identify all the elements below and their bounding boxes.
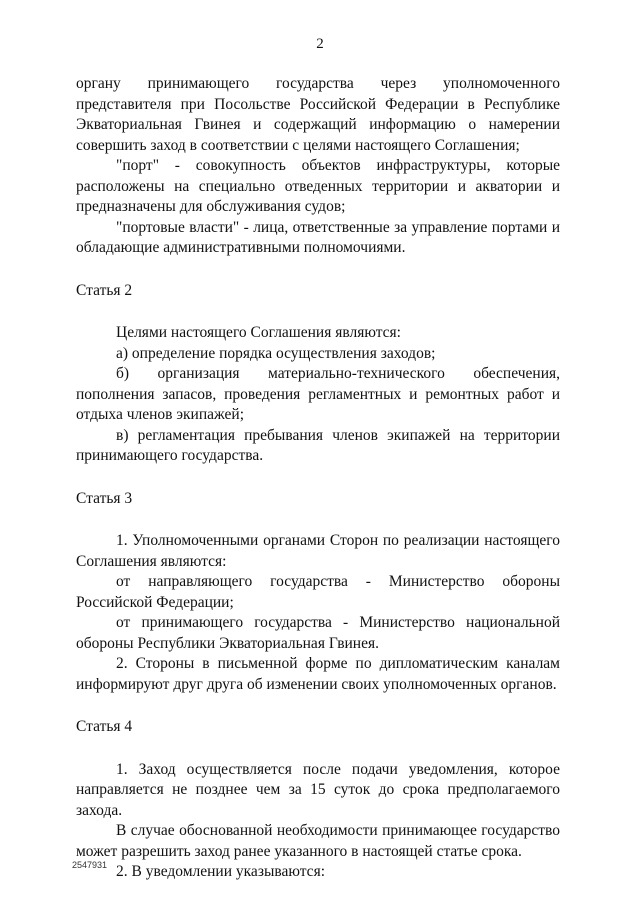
article-3-paragraph: от направляющего государства - Министерство обороны Российской Федерации; — [76, 573, 560, 611]
article-4-heading: Статья 4 — [76, 718, 133, 735]
article-2-paragraph: в) регламентация пребывания членов экипажей на территории принимающего государства. — [76, 426, 560, 464]
article-3-paragraph: 2. Стороны в письменной форме по дипломатическим каналам информируют друг друга об изменении своих уполномоченных органов. — [76, 655, 560, 693]
article-3-heading: Статья 3 — [76, 489, 133, 507]
article-2-paragraph: Целями настоящего Соглашения являются: — [116, 324, 401, 341]
article-2-paragraph: б) организация материально-технического обеспечения, пополнения запасов, проведения регламентных и ремонтных работ и отдыха членов экипажей; — [76, 365, 560, 423]
article-3-paragraph: от принимающего государства - Министерство национальной обороны Республики Экваториальная Гвинея. — [76, 614, 560, 652]
article-4-paragraph: 1. Заход осуществляется после подачи уведомления, которое направляется не позднее чем за 15 суток до срока предполагаемого захода. — [76, 760, 560, 819]
document-body — [76, 74, 560, 883]
article-2-paragraph: а) определение порядка осуществления заходов; — [116, 344, 436, 362]
paragraph-port-definition: "порт" - совокупность объектов инфраструктуры, которые расположены на специально отведенных территории и акватории и предназначены для обслуживания судов; — [76, 157, 560, 215]
article-4-paragraph: В случае обоснованной необходимости принимающее государство может разрешить заход ранее указанного в настоящей статье срока. — [76, 822, 560, 860]
article-2-heading: Статья 2 — [76, 281, 133, 299]
paragraph-notification-definition-end: органу принимающего государства через уполномоченного представителя при Посольстве Российской Федерации в Республике Экваториальная Гвинея и содержащий информацию о намерении совершить заход в соответствии с целями настоящего Соглашения; — [76, 75, 560, 154]
article-4-paragraph: 2. В уведомлении указываются: — [116, 863, 326, 880]
page-number: 2 — [316, 36, 324, 52]
document-code: 2547931 — [72, 860, 108, 870]
paragraph-port-authorities-definition: "портовые власти" - лица, ответственные за управление портами и обладающие административными полномочиями. — [76, 218, 560, 256]
article-3-paragraph: 1. Уполномоченными органами Сторон по реализации настоящего Соглашения являются: — [76, 532, 560, 570]
